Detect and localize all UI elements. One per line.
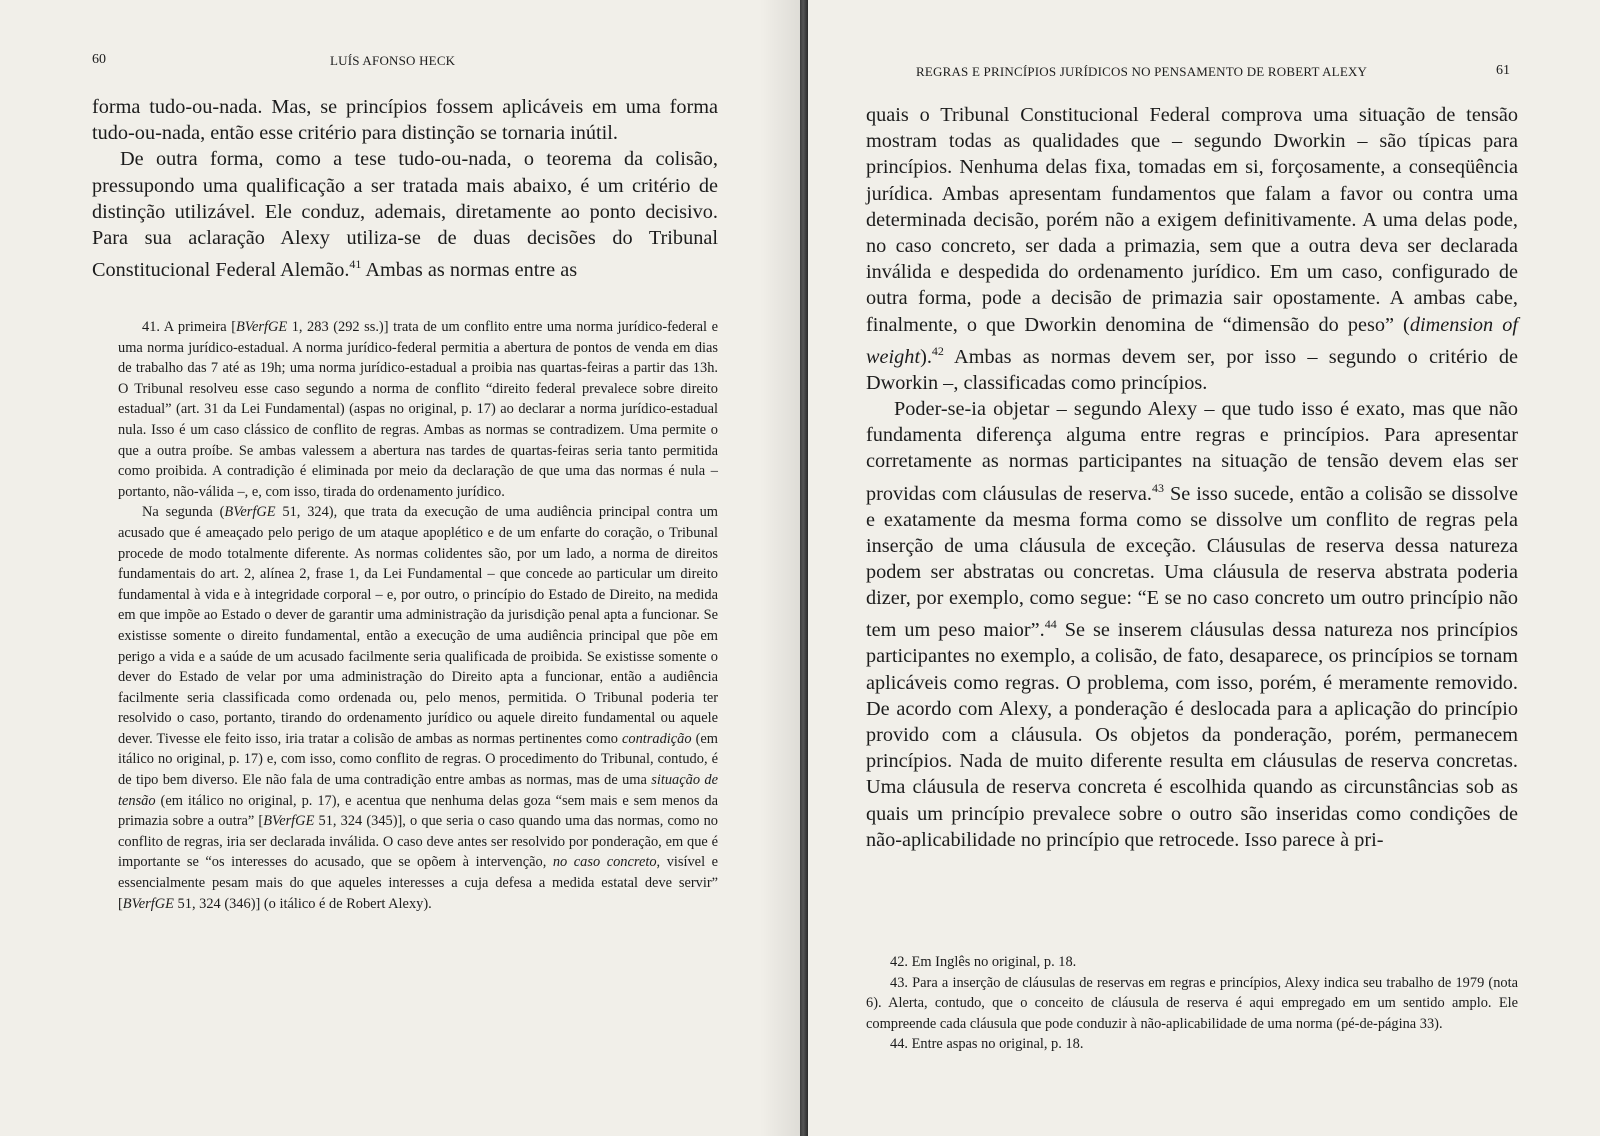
fn41b-citation-2: BVerfGE (263, 813, 315, 830)
left-body (92, 94, 718, 283)
fn41b-text-a: Na segunda ( (142, 504, 225, 521)
right-p1-text-c: Ambas as normas devem ser, por isso – segundo o critério de Dworkin –, classificadas como princípios. (866, 345, 1518, 394)
right-paragraph-2 (866, 396, 1518, 853)
fn41b-text-f: , visível e essencialmente pesam mais do que aqueles interesses a cuja defesa a medida estatal deve servir” [ (118, 854, 718, 912)
right-running-head: REGRAS E PRINCÍPIOS JURÍDICOS NO PENSAMENTO DE ROBERT ALEXY (916, 64, 1368, 79)
footnote-43: 43. Para a inserção de cláusulas de reservas em regras e princípios, Alexy indica seu trabalho de 1979 (nota 6). Alerta, contudo, que o conceito de cláusula de reserva é aqui empregado em um sentido amplo. Ele compreende cada cláusula que pode conduzir à não-aplicabilidade de uma norma (pé-de-página 33). (866, 974, 1518, 1032)
fn41-text-b: 1, 283 (292 ss.)] trata de um conflito entre uma norma jurídico-federal e uma norma jurídico-estadual. A norma jurídico-federal permitia a abertura de pontos de venda em dias de trabalho das 7 até as 19h; uma norma jurídico-estadual a proibia nas quartas-feiras a partir das 13h. O Tribunal resolveu esse caso segundo a norma de conflito “direito federal prevalece sobre direito estadual” (art. 31 da Lei Fundamental) (aspas no original, p. 17) ao declarar a norma jurídico-estadual nula. Isso é um caso clássico de conflito de regras. Ambas as normas se contradizem. Uma permite o que a outra proíbe. Se ambas valessem a abertura nas tardes de quartas-feiras seria tanto permitida como proibida. A contradição é eliminada por meio da declaração de que uma das normas é nula – portanto, não-válida –, e, com isso, tirada do ordenamento jurídico. (118, 319, 718, 500)
fn41b-italic-3: no caso concreto (552, 854, 657, 871)
right-footnotes (866, 952, 1518, 1055)
fn41b-text-d: (em itálico no original, p. 17), e acentua que nenhuma delas goza “sem mais e sem menos da primazia sobre a outra” [ (118, 792, 718, 830)
left-paragraph-1: forma tudo-ou-nada. Mas, se princípios fossem aplicáveis em uma forma tudo-ou-nada, então esse critério para distinção se tornaria inútil. (92, 96, 718, 145)
left-footnotes (118, 317, 718, 914)
right-paragraph-1 (866, 102, 1518, 396)
fn41b-italic-1: contradição (622, 730, 692, 747)
left-paragraph-2-text: De outra forma, como a tese tudo-ou-nada, o teorema da colisão, pressupondo uma qualificação a ser tratada mais abaixo, é um critério de distinção utilizável. Ele conduz, ademais, diretamente ao ponto decisivo. Para sua aclaração Alexy utiliza-se de duas decisões do Tribunal Constitucional Federal Alemão. (92, 148, 718, 281)
fn41b-text-e: 51, 324 (345)], o que seria o caso quando uma das normas, como no conflito de regras, iria ser declarada inválida. O caso deve antes ser resolvido por ponderação, em que é importante se “os interesses do acusado, que se opõem à intervenção, (118, 813, 718, 871)
fn41-text-a: 41. A primeira [ (142, 319, 236, 335)
right-page-number: 61 (1496, 63, 1510, 78)
left-paragraph-2-tail: Ambas as normas entre as (361, 258, 578, 281)
right-p1-text-a: quais o Tribunal Constitucional Federal comprova uma situação de tensão mostram todas as qualidades que – segundo Dworkin – são típicas para princípios. Nenhuma delas fixa, tomadas em si, forçosamente, a conseqüência jurídica. Ambas apresentam fundamentos que falam a favor ou contra uma determinada decisão, porém não a exigem definitivamente. A uma delas pode, no caso concreto, ser dada a primazia, sem que a outra deva ser declarada inválida e despedida do ordenamento jurídico. Em um caso, configurado de outra forma, pode a decisão de primazia sair opostamente. A ambas cabe, finalmente, o que Dworkin denomina de “dimensão do peso” ( (866, 104, 1518, 336)
footnote-ref-42[interactable]: 42 (931, 343, 944, 358)
right-p2-text-b: Se isso sucede, então a colisão se dissolve e exatamente da mesma forma como se dissolve um conflito de regras pela inserção de uma cláusula de exceção. Cláusulas de reserva dessa natureza podem ser abstratas ou concretas. Uma cláusula de reserva abstrata poderia dizer, por exemplo, como segue: “E se no caso concreto um outro princípio não tem um peso maior”. (866, 482, 1518, 642)
right-p1-text-b: ). (920, 345, 932, 368)
footnote-ref-41[interactable]: 41 (349, 257, 362, 272)
footnote-41 (118, 317, 718, 502)
footnote-41-second-paragraph (118, 502, 718, 914)
fn41b-citation-1: BVerfGE (224, 504, 276, 521)
left-paragraph-2 (92, 146, 718, 283)
left-page-number: 60 (92, 52, 106, 67)
footnote-44: 44. Entre aspas no original, p. 18. (890, 1036, 1084, 1053)
footnote-42: 42. Em Inglês no original, p. 18. (890, 954, 1077, 970)
fn41b-text-c: (em itálico no original, p. 17) e, com isso, como conflito de regras. O procedimento do Tribunal, contudo, é de tipo bem diverso. Ele não fala de uma contradição entre ambas as normas, mas de uma (118, 730, 718, 789)
right-p1-italic: dimension of weight (866, 313, 1519, 368)
gutter-shadow-left (760, 0, 800, 1136)
fn41b-text-g: 51, 324 (346)] (o itálico é de Robert Alexy). (173, 895, 432, 912)
right-p2-text-a: Poder-se-ia objetar – segundo Alexy – que tudo isso é exato, mas que não fundamenta diferença alguma entre regras e princípios. Para apresentar corretamente as normas participantes na situação de tensão devem elas ser providas com cláusulas de reserva. (866, 398, 1518, 505)
fn41b-citation-3: BVerfGE (122, 895, 174, 912)
right-p2-text-c: Se se inserem cláusulas dessa natureza nos princípios participantes no exemplo, a colisão, de fato, desaparece, os princípios se tornam aplicáveis como regras. O problema, com isso, porém, é meramente removido. De acordo com Alexy, a ponderação é deslocada para a aplicação do princípio provido com a cláusula. Os objetos da ponderação, porém, permanecem princípios. Nada de muito diferente resulta em cláusulas de reserva concretas. Uma cláusula de reserva concreta é escolhida quando as circunstâncias sob as quais um princípio prevalece sobre o outro são inseridas como condições de não-aplicabilidade no princípio que retrocede. Isso parece à pri- (866, 619, 1518, 851)
right-body (866, 102, 1518, 853)
book-gutter (800, 0, 808, 1136)
left-running-head: LUÍS AFONSO HECK (330, 53, 456, 68)
right-page (808, 0, 1600, 1136)
fn41b-italic-2: situação de tensão (118, 772, 718, 809)
fn41b-text-b: 51, 324), que trata da execução de uma audiência principal contra um acusado que é ameaçado pelo perigo de um ataque apoplético e de um enfarte do coração, o Tribunal procede de modo totalmente diferente. As normas colidentes são, por um lado, a norma de direitos fundamentais do art. 2, alínea 2, frase 1, da Lei Fundamental – que concede ao particular um direito fundamental à vida e à integridade corporal – e, por outro, o princípio do Estado de Direito, na medida em que impõe ao Estado o dever de garantir uma administração da jurisdição penal apta a funcionar. Se existisse somente o direito fundamental, então a execução de uma audiência principal que põe em perigo a vida e a saúde de um acusado facilmente seria qualificada de proibida. Se existisse somente o dever do Estado de velar por uma administração do Direito apta a funcionar, então a audiência facilmente seria classificada como ordenada ou, pelo menos, permitida. O Tribunal poderia ter resolvido o caso, portanto, tirando do ordenamento jurídico ou aquele direito fundamental ou aquele dever. Tivesse ele feito isso, iria tratar a colisão de ambas as normas pertinentes como (118, 504, 718, 747)
footnote-ref-44[interactable]: 44 (1044, 617, 1057, 632)
fn41-citation: BVerfGE (236, 319, 288, 335)
footnote-ref-43[interactable]: 43 (1151, 480, 1164, 495)
